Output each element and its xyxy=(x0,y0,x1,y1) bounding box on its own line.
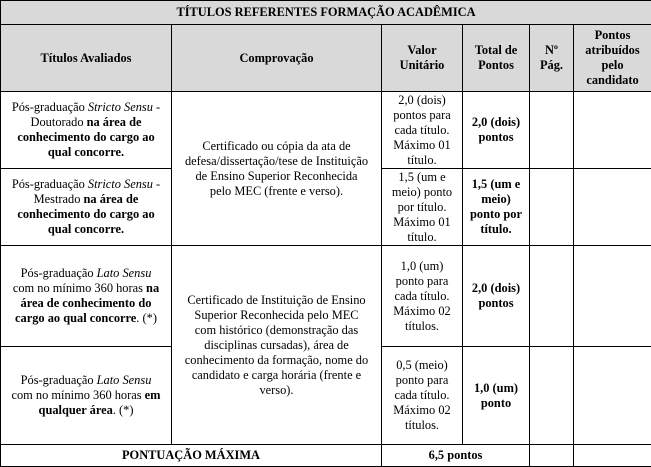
table-row xyxy=(1,92,651,169)
titulo-cell xyxy=(1,92,172,169)
titulo-bold: na área de conhecimento do cargo ao qual concorre xyxy=(15,281,159,325)
footer-value: 6,5 pontos xyxy=(382,445,530,467)
titulo-bold: na área de conhecimento do cargo ao qual concorre. xyxy=(17,192,154,236)
header-valor: Valor Unitário xyxy=(382,25,463,92)
pag-cell[interactable] xyxy=(530,92,574,169)
titulo-text: . (*) xyxy=(136,311,157,325)
header-pag: Nº Pág. xyxy=(530,25,574,92)
valor-cell: 0,5 (meio) ponto para cada título. Máximo 02 títulos. xyxy=(382,347,463,445)
comprovacao-cell: Certificado de Instituição de Ensino Superior Reconhecida pelo MEC com histórico (demonstração das disciplinas cursadas), área de conhecimento da formação, nome do candidato e carga horária (frente e verso). xyxy=(172,246,382,445)
footer-label: PONTUAÇÃO MÁXIMA xyxy=(1,445,382,467)
titulo-italic: Stricto Sensu xyxy=(88,177,153,191)
header-total: Total de Pontos xyxy=(463,25,530,92)
valor-cell: 2,0 (dois) pontos para cada título. Máximo 01 título. xyxy=(382,92,463,169)
comprovacao-cell: Certificado ou cópia da ata de defesa/dissertação/tese de Instituição de Ensino Superior Reconhecida pelo MEC (frente e verso). xyxy=(172,92,382,246)
table-row xyxy=(1,246,651,347)
pontos-cell[interactable] xyxy=(574,347,651,445)
table-title: TÍTULOS REFERENTES FORMAÇÃO ACADÊMICA xyxy=(1,1,651,25)
titulo-text: com no mínimo 360 horas xyxy=(11,388,144,402)
footer-pag-cell[interactable] xyxy=(530,445,574,467)
titulo-cell xyxy=(1,246,172,347)
total-cell: 1,0 (um) ponto xyxy=(463,347,530,445)
header-pontos: Pontos atribuídos pelo candidato xyxy=(574,25,651,92)
title-row xyxy=(1,1,651,25)
header-row xyxy=(1,25,651,92)
titulo-italic: Stricto Sensu xyxy=(88,100,153,114)
titulo-cell xyxy=(1,169,172,246)
total-cell: 2,0 (dois) pontos xyxy=(463,92,530,169)
titulo-bold: em qualquer área xyxy=(39,388,161,417)
pontos-cell[interactable] xyxy=(574,169,651,246)
titulo-text: Pós-graduação xyxy=(21,266,97,280)
valor-cell: 1,5 (um e meio) ponto por título. Máximo 01 título. xyxy=(382,169,463,246)
header-comprovacao: Comprovação xyxy=(172,25,382,92)
titulo-text: Pós-graduação xyxy=(12,100,88,114)
pag-cell[interactable] xyxy=(530,347,574,445)
titulo-italic: Lato Sensu xyxy=(97,373,152,387)
header-titulos: Títulos Avaliados xyxy=(1,25,172,92)
valor-cell: 1,0 (um) ponto para cada título. Máximo 02 títulos. xyxy=(382,246,463,347)
titulo-cell xyxy=(1,347,172,445)
pontos-cell[interactable] xyxy=(574,246,651,347)
pag-cell[interactable] xyxy=(530,169,574,246)
pag-cell[interactable] xyxy=(530,246,574,347)
titulo-text: . (*) xyxy=(113,403,134,417)
titulo-text: com no mínimo 360 horas xyxy=(13,281,146,295)
footer-pontos-cell[interactable] xyxy=(574,445,651,467)
titulo-text: - Mestrado xyxy=(34,177,161,206)
pontos-cell[interactable] xyxy=(574,92,651,169)
titulo-text: Pós-graduação xyxy=(12,177,88,191)
titulo-bold: na área de conhecimento do cargo ao qual concorre. xyxy=(17,115,154,159)
titulo-text: Pós-graduação xyxy=(21,373,97,387)
titulo-text: - Doutorado xyxy=(31,100,161,129)
total-cell: 1,5 (um e meio) ponto por título. xyxy=(463,169,530,246)
footer-row xyxy=(1,445,651,467)
total-cell: 2,0 (dois) pontos xyxy=(463,246,530,347)
titulo-italic: Lato Sensu xyxy=(97,266,152,280)
